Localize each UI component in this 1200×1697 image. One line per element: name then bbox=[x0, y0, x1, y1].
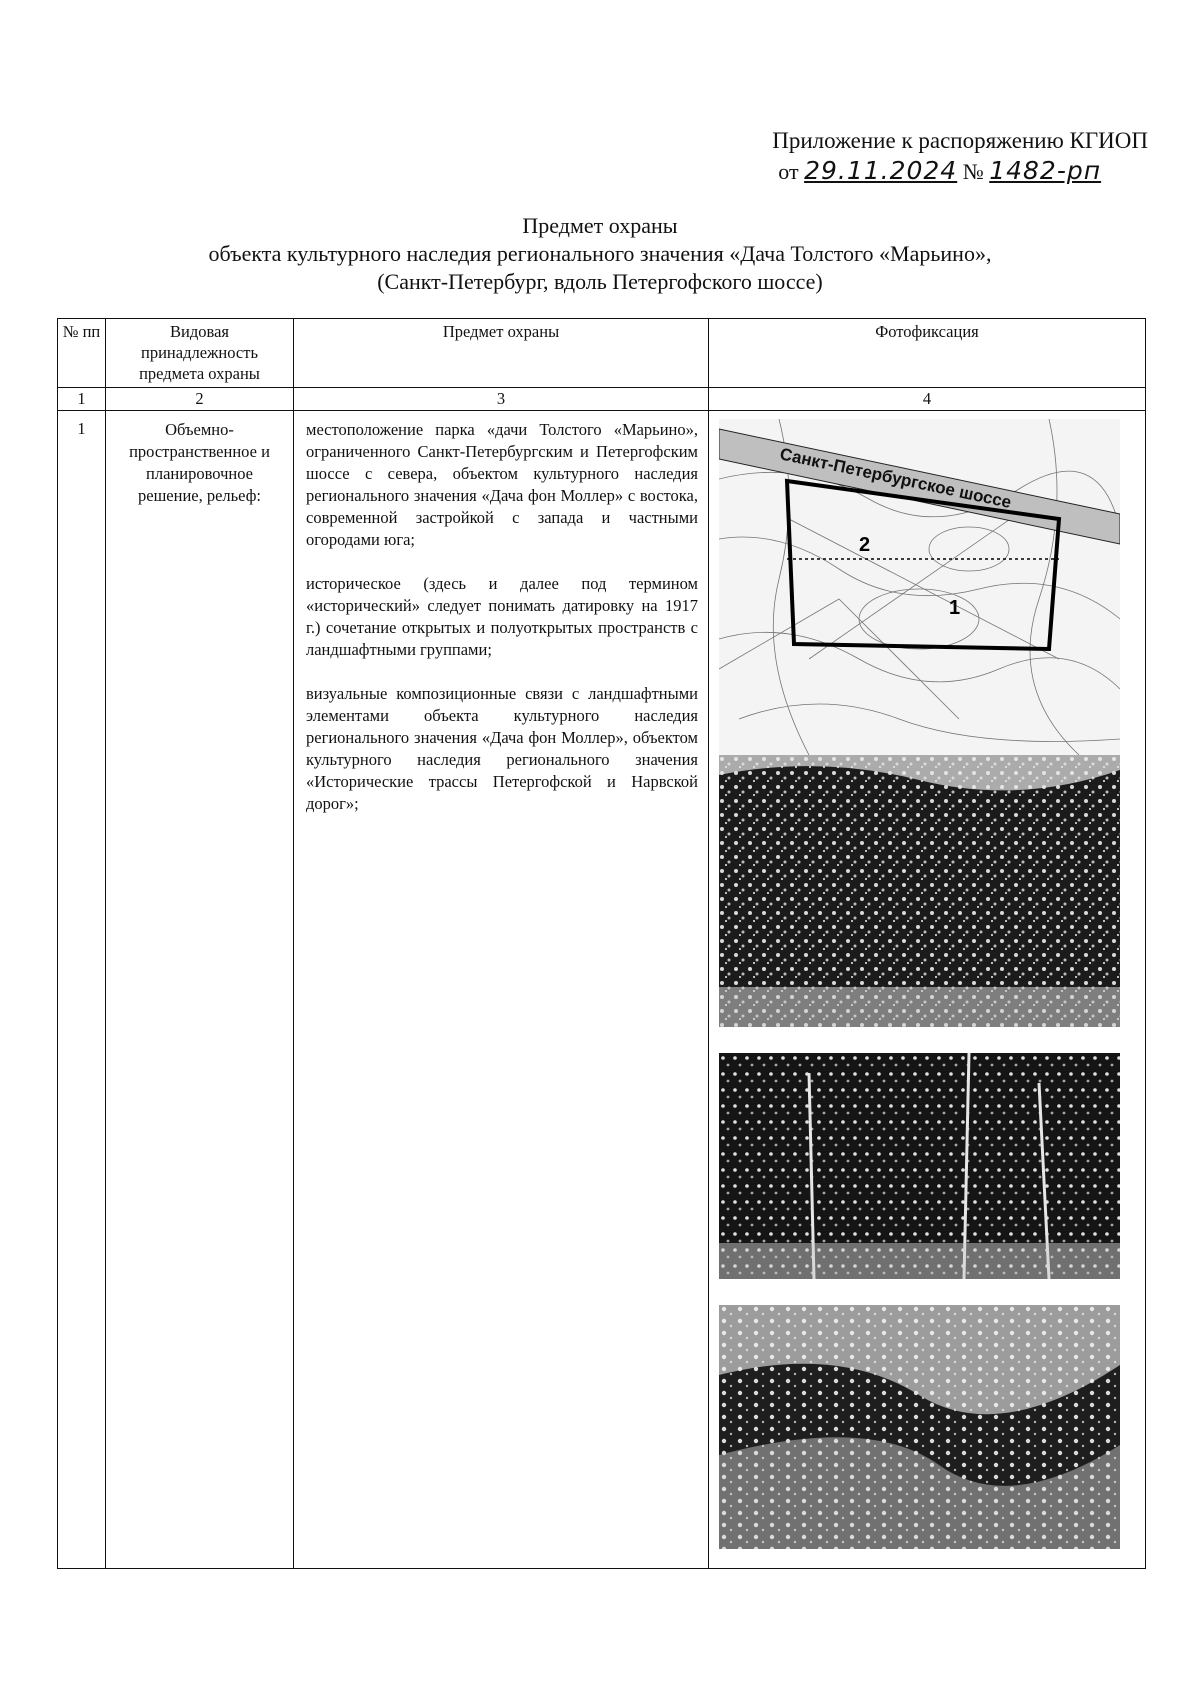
park-photo-drawing bbox=[719, 1053, 1120, 1279]
header-photo: Фотофиксация bbox=[709, 319, 1146, 388]
park-photo-drawing bbox=[719, 755, 1120, 1027]
document-subtitle: объекта культурного наследия регионального значения «Дача Толстого «Марьино», bbox=[208, 241, 992, 266]
column-number: 2 bbox=[106, 388, 294, 411]
park-photo bbox=[719, 755, 1120, 1027]
table-row bbox=[58, 411, 1146, 1569]
document-title: Предмет охраны bbox=[522, 213, 678, 238]
map-zone-label: 2 bbox=[859, 534, 871, 556]
row-subject bbox=[294, 411, 709, 1569]
row-category: Объемно-пространственное и планировочное решение, рельеф: bbox=[106, 411, 294, 1569]
map-zone-label: 1 bbox=[949, 597, 961, 619]
document-location: (Санкт-Петербург, вдоль Петергофского шоссе) bbox=[377, 269, 823, 294]
appendix-no-label: № bbox=[962, 159, 984, 184]
table-header-row bbox=[58, 319, 1146, 388]
protection-table bbox=[57, 318, 1146, 1569]
subject-paragraph: местоположение парка «дачи Толстого «Марьино», ограниченного Санкт-Петербургским и Петергофским шоссе с севера, объектом культурного наследия регионального значения «Дача фон Моллер» с востока, современной застройкой с запада и частными огородами юга; bbox=[306, 420, 698, 549]
park-photo bbox=[719, 1305, 1120, 1549]
appendix-date: 29.11.2024 bbox=[804, 156, 958, 185]
site-map-image bbox=[719, 419, 1120, 755]
appendix-from: от bbox=[778, 159, 799, 184]
map-road-label: Санкт-Петербургское шоссе bbox=[778, 444, 1014, 512]
row-photos bbox=[709, 411, 1146, 1569]
appendix-line2 bbox=[772, 156, 1148, 187]
column-number-row bbox=[58, 388, 1146, 411]
column-number: 3 bbox=[294, 388, 709, 411]
column-number: 4 bbox=[709, 388, 1146, 411]
subject-paragraph: визуальные композиционные связи с ландшафтными элементами объекта культурного наследия регионального значения «Дача фон Моллер», объектом культурного наследия регионального значения «Исторические трассы Петергофской и Нарвской дорог»; bbox=[306, 684, 698, 813]
park-photo-drawing bbox=[719, 1305, 1120, 1549]
header-number: № пп bbox=[58, 319, 106, 388]
column-number: 1 bbox=[58, 388, 106, 411]
subject-paragraph: историческое (здесь и далее под термином «исторический» следует понимать датировку на 1917 г.) сочетание открытых и полуоткрытых пространств с ландшафтными группами; bbox=[306, 574, 698, 659]
appendix-reference bbox=[772, 126, 1148, 187]
park-photo bbox=[719, 1053, 1120, 1279]
site-map-drawing bbox=[719, 419, 1120, 755]
appendix-number: 1482-рп bbox=[989, 156, 1102, 185]
appendix-line1: Приложение к распоряжению КГИОП bbox=[772, 128, 1148, 153]
header-category: Видовая принадлежность предмета охраны bbox=[106, 319, 294, 388]
header-subject: Предмет охраны bbox=[294, 319, 709, 388]
row-number: 1 bbox=[58, 411, 106, 1569]
